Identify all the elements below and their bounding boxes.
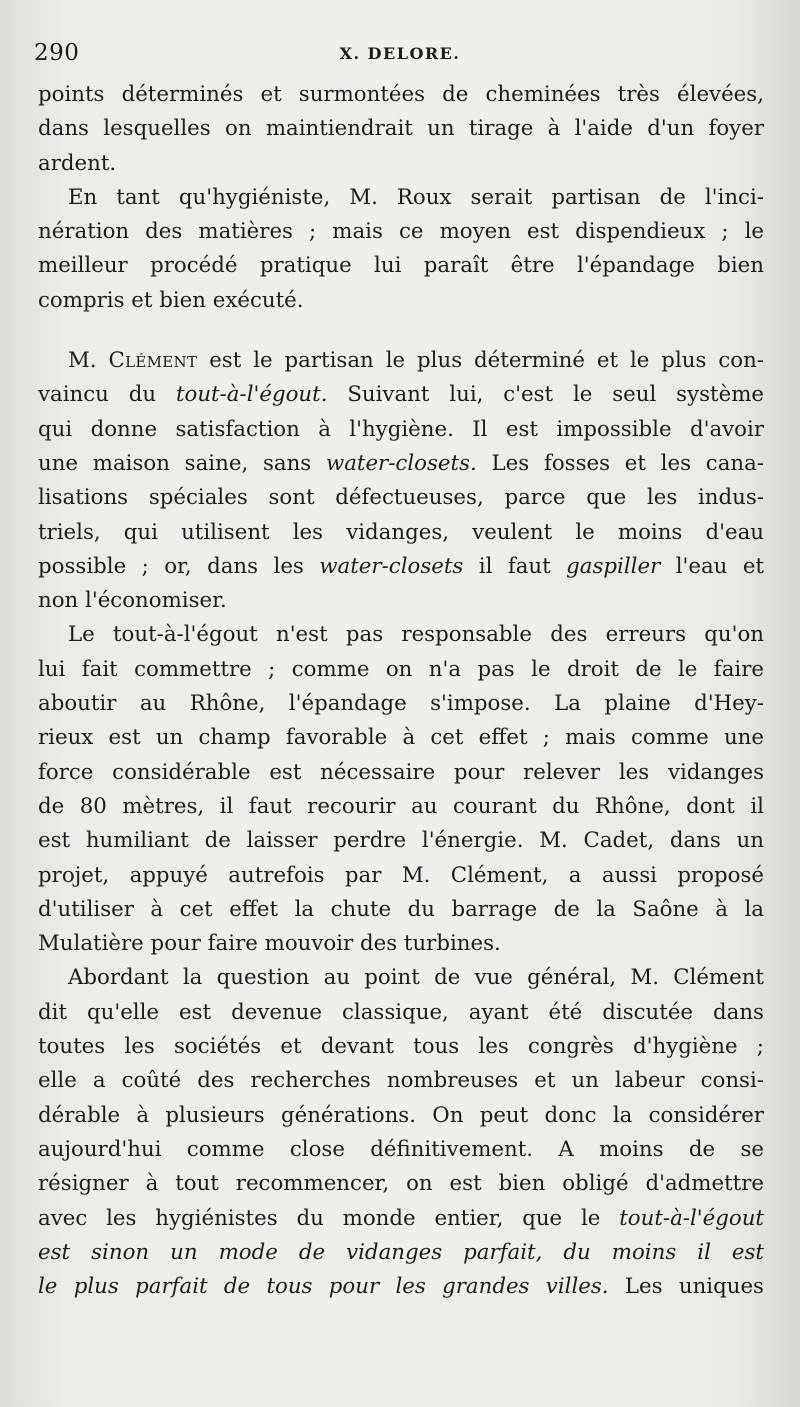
text-line: meilleur procédé pratique lui paraît être l'épandage bien xyxy=(38,253,764,279)
text-run: possible ; or, dans les xyxy=(38,553,320,579)
italic-term: water-closets xyxy=(319,553,464,579)
text-line: est humiliant de laisser perdre l'énergie. M. Cadet, dans un xyxy=(38,828,764,854)
text-line: aboutir au Rhône, l'épandage s'impose. La plaine d'Hey- xyxy=(38,691,764,717)
text-line: de 80 mètres, il faut recourir au courant du Rhône, dont il xyxy=(38,793,764,819)
text-line xyxy=(38,550,764,584)
running-head: X. DELORE. xyxy=(339,44,461,63)
text-line: d'utiliser à cet effet la chute du barrage de la Saône à la xyxy=(38,896,764,922)
italic-term: gaspiller xyxy=(566,553,661,579)
text-run: l'eau et xyxy=(660,553,764,579)
italic-term: tout-à-l'égout xyxy=(619,1205,764,1231)
text-line: points déterminés et surmontées de cheminées très élevées, xyxy=(38,82,764,107)
text-line xyxy=(38,1270,764,1304)
text-line xyxy=(38,344,764,378)
paragraph xyxy=(38,181,764,318)
text-run: avec les hygiénistes du monde entier, que le xyxy=(38,1205,620,1231)
paragraph xyxy=(38,78,764,181)
text-line: résigner à tout recommencer, on est bien obligé d'admettre xyxy=(38,1171,764,1197)
italic-term: water-closets. xyxy=(325,450,477,476)
text-line: triels, qui utilisent les vidanges, veulent le moins d'eau xyxy=(38,519,764,545)
text-line: dit qu'elle est devenue classique, ayant été discutée dans xyxy=(38,999,764,1025)
text-line xyxy=(38,1236,764,1270)
text-line: lui fait commettre ; comme on n'a pas le droit de le faire xyxy=(38,656,764,682)
page-header xyxy=(34,36,766,72)
body-text xyxy=(38,78,764,1304)
text-line: nération des matières ; mais ce moyen est dispendieux ; le xyxy=(38,219,764,245)
text-line xyxy=(38,1202,764,1236)
text-run: vaincu du xyxy=(38,382,176,408)
text-line: dérable à plusieurs générations. On peut donc la considérer xyxy=(38,1102,764,1128)
paragraph xyxy=(38,961,764,1304)
text-line: toutes les sociétés et devant tous les congrès d'hygiène ; xyxy=(38,1034,764,1060)
text-run: une maison saine, sans xyxy=(38,450,326,476)
page-number: 290 xyxy=(34,40,80,66)
italic-phrase: le plus parfait de tous pour les grandes villes. xyxy=(38,1274,609,1300)
text-line: dans lesquelles on maintiendrait un tirage à l'aide d'un foyer xyxy=(38,116,764,142)
speaker-name: Clément xyxy=(108,348,198,374)
text-line: Mulatière pour faire mouvoir des turbines. xyxy=(38,931,501,957)
text-line: rieux est un champ favorable à cet effet ; mais comme une xyxy=(38,725,764,751)
text-run: Les uniques xyxy=(608,1274,764,1300)
text-line: compris et bien exécuté. xyxy=(38,287,304,313)
text-line: En tant qu'hygiéniste, M. Roux serait partisan de l'inci- xyxy=(68,184,764,210)
text-line: non l'économiser. xyxy=(38,588,227,614)
text-run: M. xyxy=(68,348,109,374)
text-line: elle a coûté des recherches nombreuses et un labeur consi- xyxy=(38,1068,764,1094)
text-line: ardent. xyxy=(38,150,117,176)
text-line: force considérable est nécessaire pour relever les vidanges xyxy=(38,759,764,785)
text-run: il faut xyxy=(463,553,567,579)
text-line: lisations spéciales sont défectueuses, parce que les indus- xyxy=(38,485,764,511)
italic-phrase: est sinon un mode de vidanges parfait, du moins il est xyxy=(38,1239,764,1265)
section-gap xyxy=(38,318,764,344)
text-run: Les fosses et les cana- xyxy=(476,450,764,476)
italic-term: tout-à-l'égout. xyxy=(175,382,328,408)
text-line: Le tout-à-l'égout n'est pas responsable des erreurs qu'on xyxy=(68,622,764,648)
text-line: qui donne satisfaction à l'hygiène. Il est impossible d'avoir xyxy=(38,416,764,442)
text-run: Suivant lui, c'est le seul système xyxy=(327,382,764,408)
text-line xyxy=(38,378,764,412)
paragraph xyxy=(38,344,764,618)
text-line: aujourd'hui comme close définitivement. A moins de se xyxy=(38,1136,764,1162)
text-run: est le partisan le plus déterminé et le plus con- xyxy=(197,348,764,374)
text-line xyxy=(38,447,764,481)
text-line: projet, appuyé autrefois par M. Clément, a aussi proposé xyxy=(38,862,764,888)
text-line: Abordant la question au point de vue général, M. Clément xyxy=(68,965,764,991)
paragraph xyxy=(38,618,764,961)
